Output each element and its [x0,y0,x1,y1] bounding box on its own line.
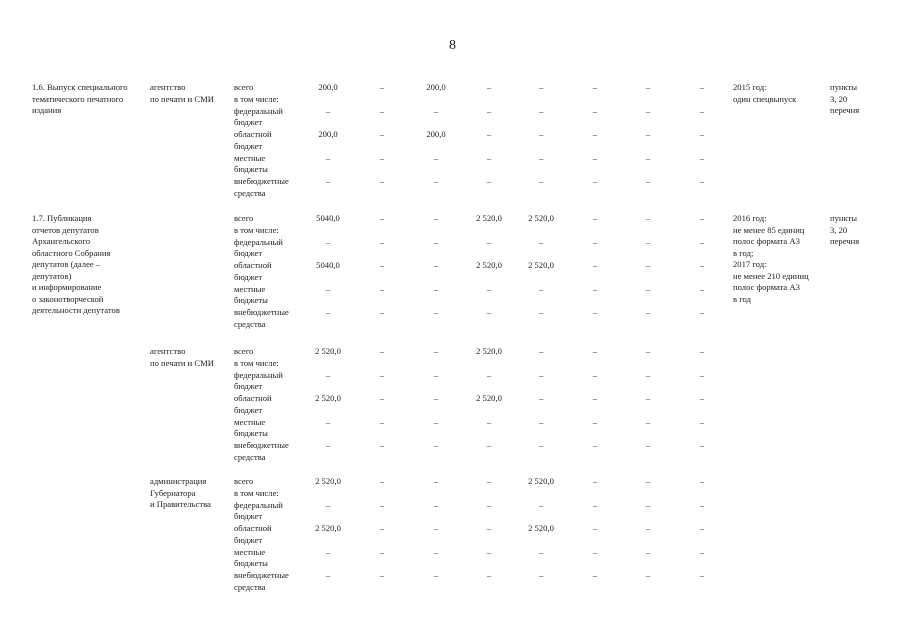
reference-cell: пункты 3, 20 перечня [830,213,860,246]
funding-value: 2 520,0 [476,260,502,270]
funding-value: – [433,546,439,557]
funding-value: – [433,416,439,427]
funding-value: – [645,476,651,486]
funding-value: – [592,416,598,427]
funding-label: областной бюджет [234,523,272,545]
funding-value: – [645,82,651,92]
funding-value: – [592,152,598,163]
funding-value: – [699,546,705,557]
funding-value: – [325,570,331,580]
funding-value: – [538,236,544,247]
funding-value: – [699,523,705,533]
funding-label: внебюджетные средства [234,440,289,462]
funding-value: – [486,283,492,294]
funding-value: – [592,570,598,580]
funding-value: – [699,570,705,580]
funding-value: – [379,283,385,294]
funding-value: – [645,152,651,163]
funding-value: – [592,476,598,486]
funding-value: – [486,523,492,533]
funding-value: – [645,570,651,580]
funding-value: – [645,346,651,356]
funding-value: 2 520,0 [528,523,554,533]
funding-value: 2 520,0 [528,260,554,270]
funding-label: всего в том числе: [234,346,279,368]
funding-value: – [538,82,544,92]
funding-value: – [379,105,385,116]
funding-value: – [645,129,651,139]
funding-value: – [433,213,439,223]
funding-value: – [592,283,598,294]
funding-value: – [592,440,598,450]
funding-value: – [379,570,385,580]
funding-value: – [592,260,598,270]
funding-value: – [433,283,439,294]
funding-value: – [592,499,598,510]
funding-value: – [592,307,598,317]
funding-value: – [379,236,385,247]
funding-value: 2 520,0 [476,346,502,356]
funding-value: – [486,499,492,510]
funding-value: 2 520,0 [528,213,554,223]
funding-value: – [645,283,651,294]
funding-value: – [486,82,492,92]
funding-value: 200,0 [318,82,338,92]
funding-value: 2 520,0 [476,213,502,223]
funding-value: 2 520,0 [315,393,341,403]
funding-value: – [699,283,705,294]
funding-value: – [486,176,492,186]
funding-value: – [379,346,385,356]
funding-value: – [486,307,492,317]
funding-value: – [486,129,492,139]
funding-label: внебюджетные средства [234,570,289,592]
funding-label: всего в том числе: [234,82,279,104]
funding-value: – [486,546,492,557]
funding-value: – [379,440,385,450]
funding-value: – [645,260,651,270]
funding-value: – [538,152,544,163]
funding-label: федеральный бюджет [234,105,283,127]
funding-value: – [325,307,331,317]
funding-value: – [645,176,651,186]
funding-label: федеральный бюджет [234,499,283,521]
funding-value: – [379,260,385,270]
funding-value: – [592,523,598,533]
executor-cell: администрация Губернатора и Правительства [150,476,211,509]
funding-value: – [433,440,439,450]
funding-value: – [538,416,544,427]
indicator-cell: 2015 год: один спецвыпуск [733,82,797,104]
funding-value: – [433,570,439,580]
funding-value: – [379,213,385,223]
funding-value: – [325,499,331,510]
funding-value: – [538,307,544,317]
funding-value: – [592,236,598,247]
funding-value: 5040,0 [316,260,340,270]
funding-value: – [699,416,705,427]
funding-value: – [538,570,544,580]
funding-value: – [379,476,385,486]
funding-value: – [538,546,544,557]
funding-value: – [379,546,385,557]
funding-value: – [486,236,492,247]
funding-value: – [645,546,651,557]
funding-value: – [645,499,651,510]
funding-value: – [538,346,544,356]
funding-value: – [592,369,598,380]
funding-value: – [538,129,544,139]
funding-value: – [699,440,705,450]
funding-label: всего в том числе: [234,476,279,498]
funding-value: – [486,440,492,450]
funding-label: федеральный бюджет [234,236,283,258]
funding-value: – [592,346,598,356]
funding-value: 2 520,0 [476,393,502,403]
funding-value: – [325,283,331,294]
funding-value: – [433,499,439,510]
funding-value: – [433,346,439,356]
funding-label: внебюджетные средства [234,176,289,198]
funding-value: – [379,523,385,533]
funding-value: – [699,82,705,92]
funding-value: – [699,260,705,270]
indicator-cell: 2016 год: не менее 85 единиц полос формата А3 в год; 2017 год: не менее 210 единиц полос формата А3 в год [733,213,809,304]
funding-value: – [645,393,651,403]
funding-value: – [538,499,544,510]
activity-cell: 1.7. Публикация отчетов депутатов Архангельского областного Собрания депутатов (далее – депутатов) и информирование о законотворческой деятельности депутатов [32,213,120,315]
funding-value: – [645,236,651,247]
funding-value: 2 520,0 [315,523,341,533]
funding-value: – [538,105,544,116]
funding-value: – [699,307,705,317]
funding-value: – [325,546,331,557]
funding-value: – [379,416,385,427]
funding-value: – [699,176,705,186]
funding-label: всего в том числе: [234,213,279,235]
funding-value: – [699,476,705,486]
funding-value: – [325,440,331,450]
funding-label: областной бюджет [234,260,272,282]
funding-value: 200,0 [318,129,338,139]
activity-cell: 1.6. Выпуск специального тематического печатного издания [32,82,128,115]
funding-value: 2 520,0 [528,476,554,486]
funding-value: – [379,129,385,139]
funding-value: – [433,236,439,247]
funding-value: – [699,152,705,163]
funding-value: – [433,523,439,533]
funding-value: – [379,393,385,403]
funding-value: 2 520,0 [315,476,341,486]
funding-value: – [645,523,651,533]
funding-value: – [325,105,331,116]
funding-value: – [592,105,598,116]
funding-value: – [592,129,598,139]
funding-value: – [486,105,492,116]
funding-value: – [325,152,331,163]
funding-label: федеральный бюджет [234,369,283,391]
funding-value: 2 520,0 [315,346,341,356]
funding-value: – [699,213,705,223]
funding-value: – [379,82,385,92]
funding-value: – [645,369,651,380]
funding-label: местные бюджеты [234,283,268,305]
funding-value: – [433,393,439,403]
funding-value: – [433,369,439,380]
funding-value: – [379,369,385,380]
executor-cell: агентство по печати и СМИ [150,82,214,104]
funding-value: – [699,236,705,247]
funding-value: – [486,476,492,486]
funding-value: – [379,152,385,163]
funding-value: – [433,152,439,163]
funding-value: – [486,152,492,163]
funding-value: – [699,346,705,356]
funding-label: внебюджетные средства [234,307,289,329]
funding-value: – [325,236,331,247]
funding-value: – [486,369,492,380]
funding-value: – [325,416,331,427]
funding-value: – [433,307,439,317]
funding-value: – [433,476,439,486]
funding-value: – [379,307,385,317]
funding-value: 5040,0 [316,213,340,223]
funding-value: – [645,416,651,427]
funding-value: – [592,176,598,186]
funding-value: – [645,105,651,116]
reference-cell: пункты 3, 20 перечня [830,82,860,115]
funding-value: – [379,499,385,510]
funding-label: местные бюджеты [234,416,268,438]
funding-value: – [592,393,598,403]
funding-value: – [699,129,705,139]
page-number: 8 [449,38,456,53]
funding-value: – [538,283,544,294]
funding-value: – [699,499,705,510]
funding-value: – [433,105,439,116]
funding-label: областной бюджет [234,129,272,151]
funding-value: – [645,307,651,317]
funding-value: – [538,440,544,450]
funding-value: – [538,176,544,186]
funding-value: – [538,369,544,380]
funding-value: – [699,105,705,116]
funding-label: областной бюджет [234,393,272,415]
executor-cell: агентство по печати и СМИ [150,346,214,368]
funding-value: – [325,369,331,380]
funding-value: 200,0 [426,82,446,92]
funding-value: – [433,176,439,186]
funding-value: – [433,260,439,270]
funding-value: – [325,176,331,186]
funding-value: – [699,369,705,380]
funding-value: 200,0 [426,129,446,139]
funding-value: – [379,176,385,186]
funding-value: – [486,570,492,580]
funding-value: – [538,393,544,403]
funding-value: – [645,213,651,223]
funding-value: – [699,393,705,403]
funding-value: – [645,440,651,450]
funding-value: – [592,213,598,223]
funding-value: – [592,546,598,557]
funding-label: местные бюджеты [234,152,268,174]
funding-value: – [592,82,598,92]
funding-label: местные бюджеты [234,546,268,568]
funding-value: – [486,416,492,427]
